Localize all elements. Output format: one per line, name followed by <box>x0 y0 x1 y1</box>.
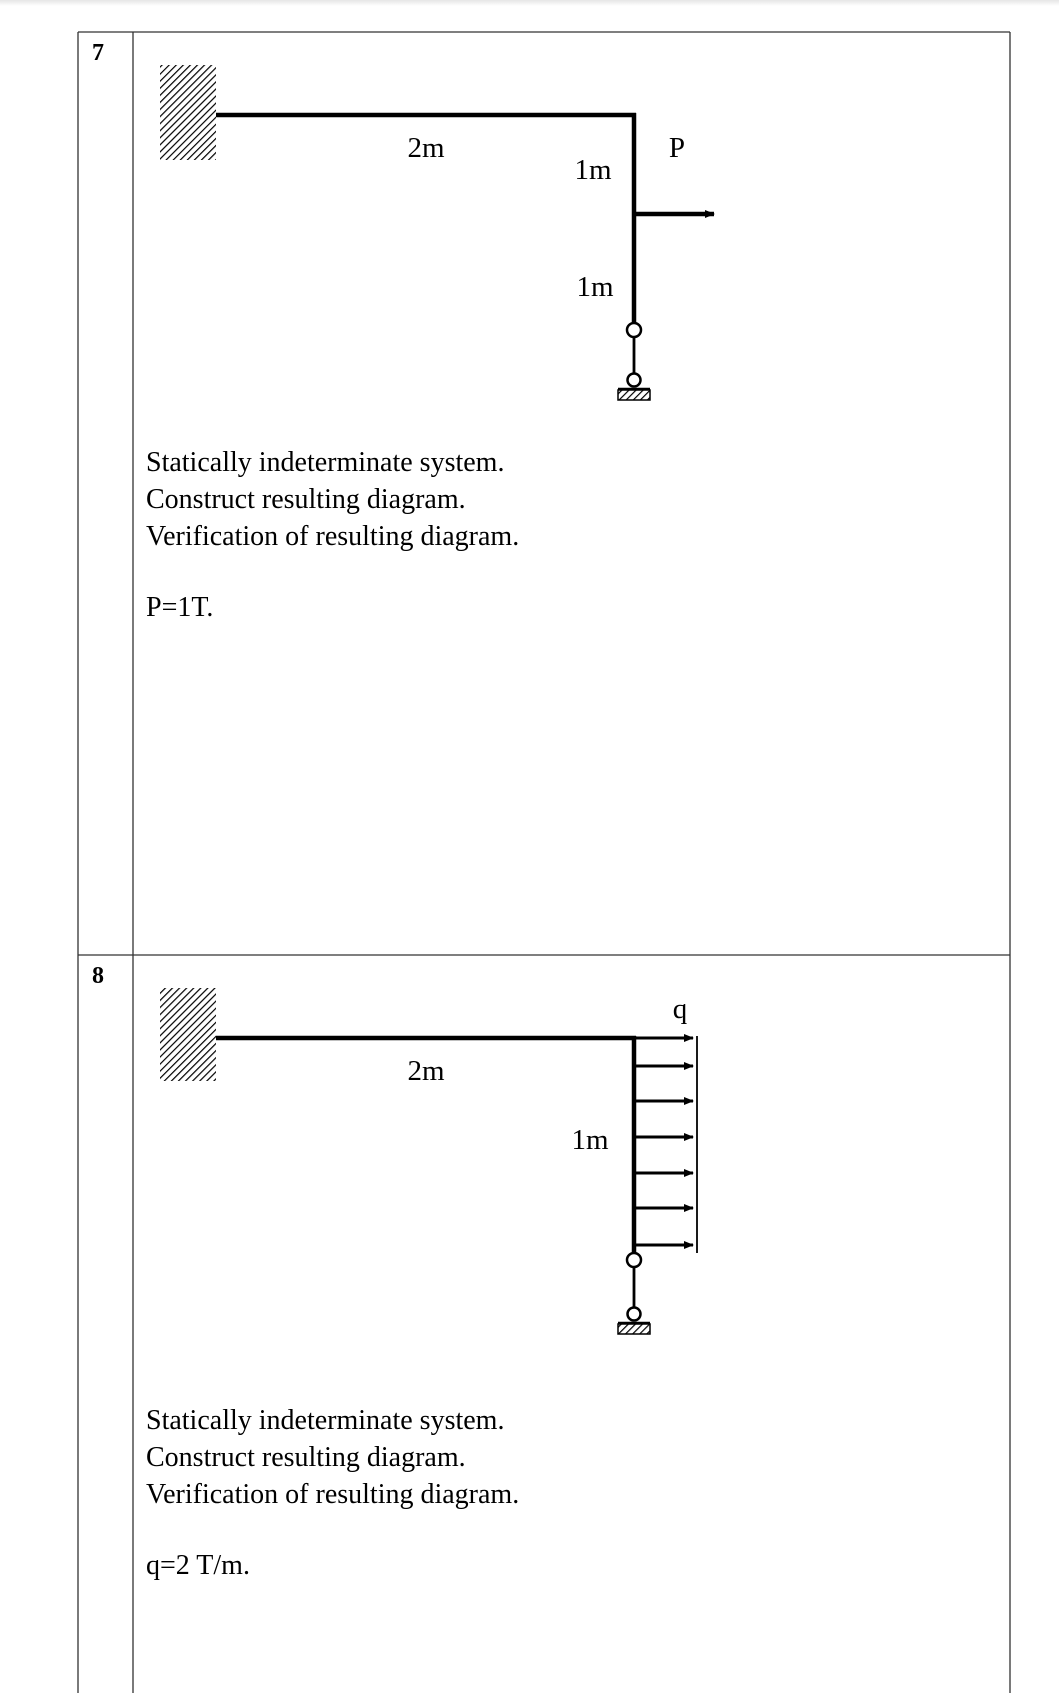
problem-7 <box>92 40 714 400</box>
given-value: q=2 T/m. <box>146 1550 250 1581</box>
problem-number: 7 <box>92 40 104 66</box>
dimension-label: 2m <box>407 1055 445 1087</box>
dimension-label: 1m <box>574 154 612 186</box>
support-hatch <box>618 1324 650 1334</box>
support-hatch <box>618 390 650 400</box>
fixed-support-wall <box>160 65 216 160</box>
distributed-load-arrows <box>636 1038 693 1245</box>
task-line: Construct resulting diagram. <box>146 484 466 515</box>
task-line: Construct resulting diagram. <box>146 1442 466 1473</box>
frame-diagram <box>160 988 697 1334</box>
support-pin <box>628 374 641 387</box>
given-value: P=1T. <box>146 592 214 623</box>
load-label: q <box>672 993 688 1025</box>
fixed-support-wall <box>160 988 216 1081</box>
dimension-label: 2m <box>407 132 445 164</box>
task-line: Statically indeterminate system. <box>146 1405 505 1436</box>
dimension-label: 1m <box>576 271 614 303</box>
hinge <box>627 1253 641 1267</box>
dimension-label: 1m <box>571 1124 609 1156</box>
hinge <box>627 323 641 337</box>
task-line: Verification of resulting diagram. <box>146 1479 520 1510</box>
task-line: Verification of resulting diagram. <box>146 521 520 552</box>
problem-number: 8 <box>92 963 104 989</box>
load-label: P <box>668 132 686 164</box>
task-description <box>146 1402 519 1513</box>
task-description <box>146 444 519 555</box>
frame-diagram <box>160 65 714 400</box>
task-line: Statically indeterminate system. <box>146 447 505 478</box>
support-pin <box>628 1308 641 1321</box>
problem-8 <box>92 963 697 1334</box>
